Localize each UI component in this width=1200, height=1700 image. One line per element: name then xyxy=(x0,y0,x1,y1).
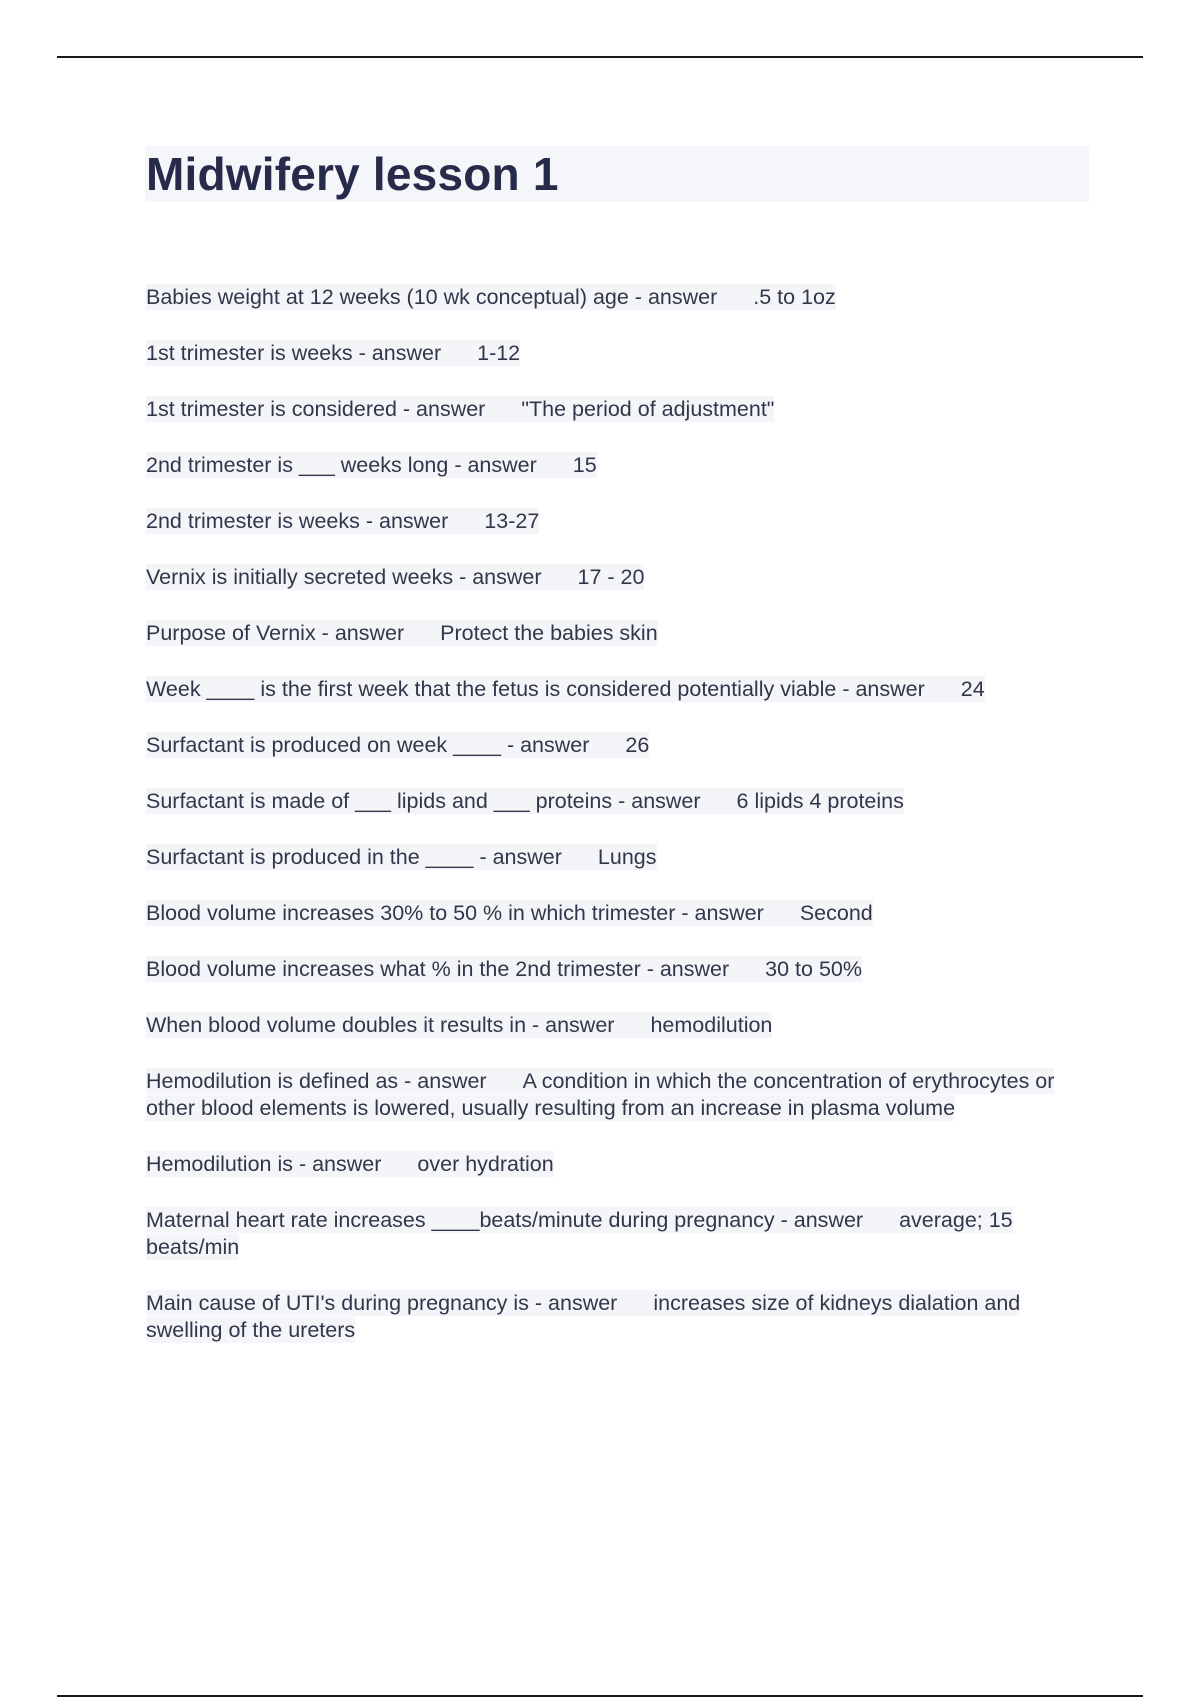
qa-item-13 xyxy=(146,956,1086,983)
answer-text: Lungs xyxy=(597,845,657,869)
question-text: Week ____ is the first week that the fetus is considered potentially viable - answer xyxy=(146,677,925,701)
qa-item-18 xyxy=(146,1290,1086,1344)
question-text: Surfactant is produced in the ____ - answer xyxy=(146,845,562,869)
answer-text: hemodilution xyxy=(650,1013,773,1037)
qa-item-16 xyxy=(146,1151,1086,1178)
qa-item-11 xyxy=(146,844,1086,871)
question-text: 1st trimester is considered - answer xyxy=(146,397,486,421)
answer-text: 30 to 50% xyxy=(765,957,862,981)
qa-item-6 xyxy=(146,564,1086,591)
answer-text: .5 to 1oz xyxy=(753,285,836,309)
qa-item-15 xyxy=(146,1068,1086,1122)
qa-item-5 xyxy=(146,508,1086,535)
question-text: Purpose of Vernix - answer xyxy=(146,621,405,645)
answer-text: 15 xyxy=(572,453,597,477)
qa-item-2 xyxy=(146,340,1086,367)
question-text: 1st trimester is weeks - answer xyxy=(146,341,442,365)
answer-text: Protect the babies skin xyxy=(440,621,658,645)
answer-text: increases size of kidneys dialation and swelling of the ureters xyxy=(146,1291,1021,1342)
qa-item-4 xyxy=(146,452,1086,479)
question-text: Hemodilution is - answer xyxy=(146,1152,382,1176)
question-text: Surfactant is made of ___ lipids and ___ proteins - answer xyxy=(146,789,701,813)
answer-text: 26 xyxy=(625,733,650,757)
page-title: Midwifery lesson 1 xyxy=(146,148,559,200)
qa-item-12 xyxy=(146,900,1086,927)
answer-text: Second xyxy=(799,901,873,925)
answer-text: 6 lipids 4 proteins xyxy=(736,789,904,813)
answer-text: "The period of adjustment" xyxy=(521,397,775,421)
question-text: Hemodilution is defined as - answer xyxy=(146,1069,487,1093)
qa-item-14 xyxy=(146,1012,1086,1039)
answer-text: 24 xyxy=(960,677,985,701)
answer-text: 1-12 xyxy=(477,341,521,365)
qa-item-10 xyxy=(146,788,1086,815)
answer-text: 13-27 xyxy=(484,509,540,533)
question-text: Vernix is initially secreted weeks - answer xyxy=(146,565,542,589)
qa-item-9 xyxy=(146,732,1086,759)
question-text: When blood volume doubles it results in - answer xyxy=(146,1013,615,1037)
top-rule xyxy=(57,56,1143,58)
answer-text: average; 15 beats/min xyxy=(146,1208,1013,1259)
qa-item-8 xyxy=(146,676,1086,703)
question-text: Maternal heart rate increases ____beats/minute during pregnancy - answer xyxy=(146,1208,864,1232)
qa-item-7 xyxy=(146,620,1086,647)
question-text: Babies weight at 12 weeks (10 wk conceptual) age - answer xyxy=(146,285,718,309)
qa-item-17 xyxy=(146,1207,1086,1261)
bottom-rule xyxy=(57,1695,1143,1697)
question-text: Main cause of UTI's during pregnancy is - answer xyxy=(146,1291,618,1315)
answer-text: A condition in which the concentration of erythrocytes or other blood elements is lowered, usually resulting from an increase in plasma volume xyxy=(146,1069,1055,1120)
qa-item-1 xyxy=(146,284,1086,311)
question-text: Blood volume increases 30% to 50 % in which trimester - answer xyxy=(146,901,764,925)
answer-text: 17 - 20 xyxy=(577,565,645,589)
question-text: 2nd trimester is weeks - answer xyxy=(146,509,449,533)
answer-text: over hydration xyxy=(417,1152,554,1176)
qa-item-3 xyxy=(146,396,1086,423)
question-text: Blood volume increases what % in the 2nd trimester - answer xyxy=(146,957,730,981)
question-text: Surfactant is produced on week ____ - answer xyxy=(146,733,590,757)
qa-list xyxy=(146,284,1086,1344)
question-text: 2nd trimester is ___ weeks long - answer xyxy=(146,453,537,477)
